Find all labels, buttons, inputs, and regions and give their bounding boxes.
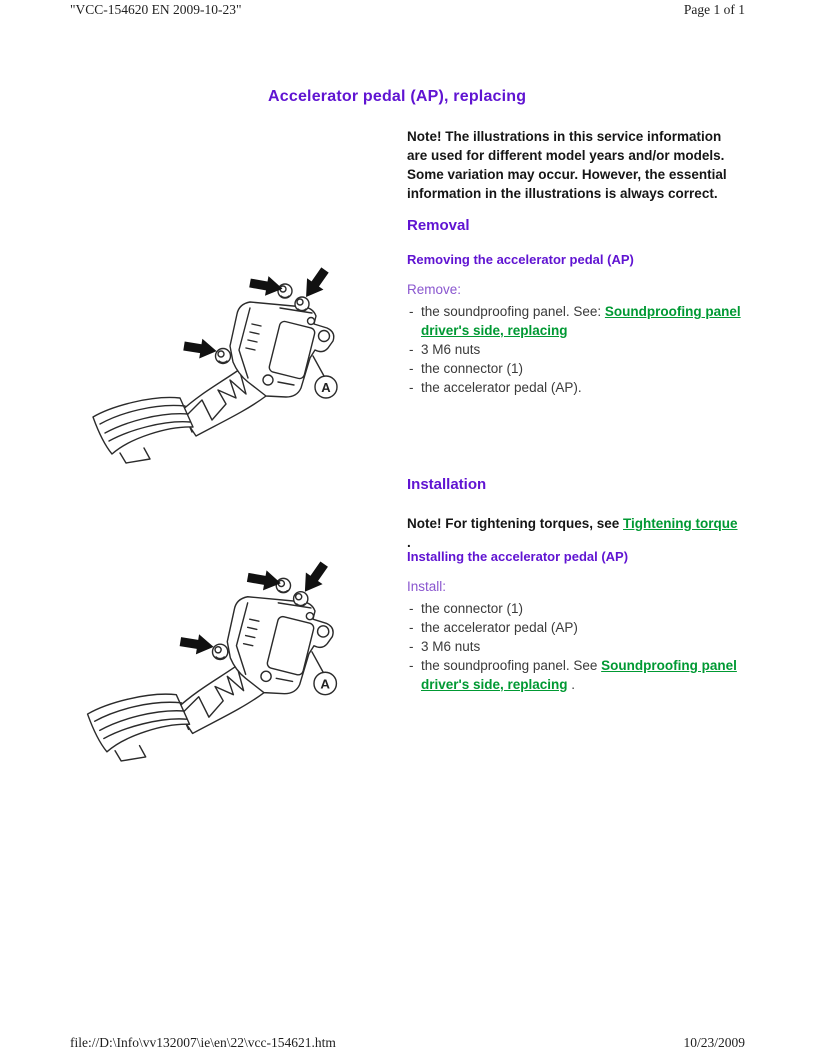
bullet-dash: - xyxy=(409,639,414,654)
step-text: 3 M6 nuts xyxy=(421,342,481,357)
soundproofing-panel-link[interactable]: Soundproofing panel driver's side, replacing xyxy=(421,658,737,692)
list-item xyxy=(409,302,741,340)
print-header xyxy=(70,2,745,18)
step-text: the connector (1) xyxy=(421,601,524,616)
intro-note: Note! The illustrations in this service information are used for different model years and/or models. Some variation may occur. However, the essential information in the illustrations is always correct. xyxy=(407,128,727,202)
installation-note: Note! For tightening torques, see Tightening torque . xyxy=(407,515,738,550)
bullet-dash: - xyxy=(409,658,414,673)
list-item xyxy=(409,618,741,637)
print-footer xyxy=(70,1035,745,1051)
removal-subheading: Removing the accelerator pedal (AP) xyxy=(407,252,634,267)
tightening-torque-link[interactable]: Tightening torque xyxy=(623,515,738,531)
removal-heading: Removal xyxy=(407,217,470,234)
list-item xyxy=(409,656,741,694)
print-date: 10/23/2009 xyxy=(683,1035,745,1050)
step-text: the accelerator pedal (AP). xyxy=(421,380,582,395)
list-item xyxy=(409,378,741,397)
list-item xyxy=(409,599,741,618)
list-item xyxy=(409,359,741,378)
install-label: Install: xyxy=(407,579,447,594)
remove-label: Remove: xyxy=(407,282,462,297)
page-number: Page 1 of 1 xyxy=(683,2,745,17)
callout-a-label: A xyxy=(320,676,330,692)
installation-step-list xyxy=(409,599,741,694)
file-path: file://D:\Info\vv132007\ie\en\22\vcc-154621.htm xyxy=(70,1035,336,1050)
step-text: 3 M6 nuts xyxy=(421,639,481,654)
callout-a-label: A xyxy=(321,380,331,395)
step-text: the connector (1) xyxy=(421,361,524,376)
bullet-dash: - xyxy=(409,620,414,635)
step-text: the soundproofing panel. See Soundproofing panel driver's side, replacing . xyxy=(421,658,737,692)
installation-subheading: Installing the accelerator pedal (AP) xyxy=(407,549,629,564)
pedal-illustration-installation xyxy=(74,558,352,762)
bullet-dash: - xyxy=(409,380,414,395)
list-item xyxy=(409,340,741,359)
list-item xyxy=(409,637,741,656)
installation-heading: Installation xyxy=(407,476,487,493)
step-text: the soundproofing panel. See: Soundproofing panel driver's side, replacing xyxy=(421,304,741,338)
removal-step-list xyxy=(409,302,741,397)
bullet-dash: - xyxy=(409,304,414,319)
step-text: the accelerator pedal (AP) xyxy=(421,620,578,635)
document-reference: "VCC-154620 EN 2009-10-23" xyxy=(70,2,242,17)
bullet-dash: - xyxy=(409,361,414,376)
bullet-dash: - xyxy=(409,601,414,616)
soundproofing-panel-link[interactable]: Soundproofing panel driver's side, replacing xyxy=(421,304,741,338)
pedal-illustration-removal xyxy=(80,264,352,464)
bullet-dash: - xyxy=(409,342,414,357)
page-title: Accelerator pedal (AP), replacing xyxy=(268,88,527,105)
